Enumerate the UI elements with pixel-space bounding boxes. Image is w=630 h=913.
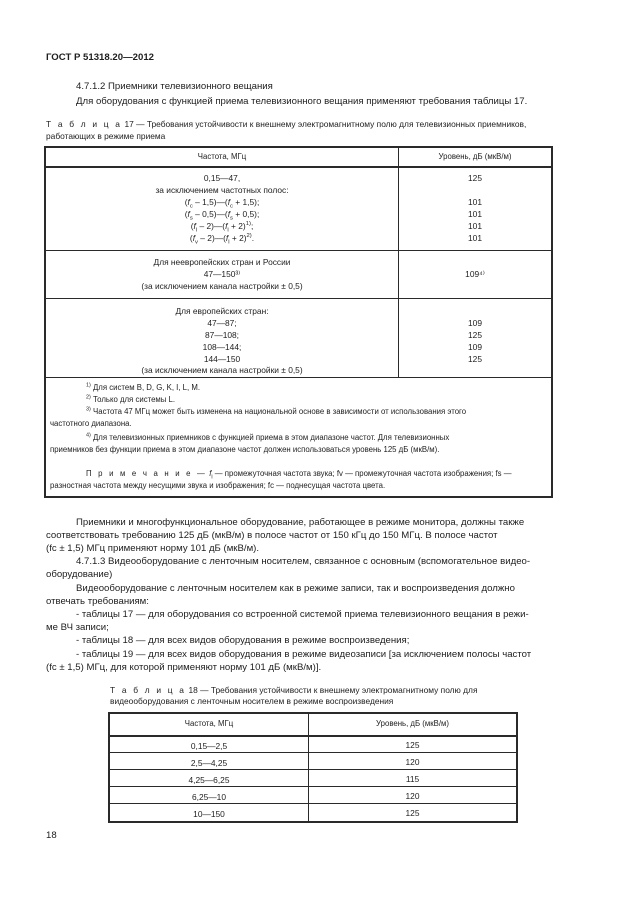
table-18-cell: 10—150 [193,809,225,819]
table-17-cell: 87—108; [205,330,239,340]
page-number: 18 [46,830,57,841]
section-heading-4-7-1-3: 4.7.1.3 Видеооборудование с ленточным носителем, связанное с основным (вспомогательное видео- [76,556,531,567]
table-17-cell: (за исключением канала настройки ± 0,5) [141,365,303,375]
section-heading-4-7-1-2: 4.7.1.2 Приемники телевизионного вещания [76,81,273,92]
table-17-cell: Для неевропейских стран и России [153,257,291,267]
table-17-cell: 47—87; [207,318,237,328]
monitor-paragraph-line: Приемники и многофункциональное оборудование, работающее в режиме монитора, должны также [76,517,525,528]
document-header: ГОСТ Р 51318.20—2012 [46,52,155,63]
requirements-list-item-cont: ме ВЧ записи; [46,622,109,633]
requirements-list-item-cont: (fс ± 1,5) МГц, для которой применяют норму 101 дБ (мкВ/м)]. [46,662,322,673]
table-17-cell: 109 [468,342,482,352]
table-18-header-frequency: Частота, МГц [184,719,234,728]
table-17-header-level: Уровень, дБ (мкВ/м) [438,152,512,161]
table-17-cell: ($f_v$ – $2)—(f_l + 2)^{2)}$. [189,233,255,246]
table-18-cell: 2,5—4,25 [190,758,228,768]
table-17-header-frequency: Частота, МГц [197,152,247,161]
table-17-cell: (за исключением канала настройки ± 0,5) [141,281,303,291]
requirements-list-item: - таблицы 17 — для оборудования со встроенной системой приема телевизионного вещания в режи- [76,609,529,620]
section-heading-4-7-1-3-cont: оборудование) [46,569,113,580]
table-17-note: П р и м е ч а н и е — $f_l$ — промежуточная частота звука; fv — промежуточная частота изображения; fs — [86,469,512,481]
table-18-caption-line-1: Т а б л и ц а 18 — Требования устойчивости к внешнему электромагнитному полю для [110,685,478,695]
table-18-cell: 4,25—6,25 [188,775,230,785]
section-4-7-1-2-text: Для оборудования с функцией приема телевизионного вещания применяют требования таблицы 17. [76,96,528,107]
monitor-paragraph-line: (fс ± 1,5) МГц применяют норму 101 дБ (мкВ/м). [46,543,260,554]
table-17-cell: 101 [468,209,482,219]
table-17-cell: ($f_c$ – $1,5)—(f_c + 1,5)$; [184,197,260,210]
video-paragraph-line: отвечать требованиям: [46,596,149,607]
footnote-1: $^{1)}$ Для систем B, D, G, K, I, L, M. [86,382,201,392]
table-17-cell: за исключением частотных полос: [155,185,289,195]
table-17-cell: 144—150 [203,354,241,364]
video-paragraph-line: Видеооборудование с ленточным носителем как в режиме записи, так и воспроизведения должно [76,583,515,594]
table-17-cell: 109⁴⁾ [465,269,485,279]
requirements-list-item: - таблицы 19 — для всех видов оборудования в режиме видеозаписи [за исключением полосы частот [76,649,532,660]
table-18-header-level: Уровень, дБ (мкВ/м) [376,719,449,728]
table-18-caption-line-2: видеооборудования с ленточным носителем в режиме воспроизведения [110,696,394,706]
table-17-cell: 108—144; [202,342,242,352]
table-18-cell: 115 [405,774,420,784]
table-17-cell: 47—150³⁾ [203,269,241,279]
table-17-cell: 101 [468,233,482,243]
table-17-caption-line-2: работающих в режиме приема [46,131,166,141]
table-17-cell: 109 [468,318,482,328]
table-18-cell: 6,25—10 [192,792,226,802]
footnote-4: $^{4)}$ Для телевизионных приемников с функцией приема в этом диапазоне частот. Для телевизионных [86,432,450,442]
table-17-cell: ($f_l$ – $2)—(f_l + 2)^{1)}$; [190,221,254,234]
table-17-cell: 0,15—47, [203,173,241,183]
table-17-cell: Для европейских стран: [175,306,269,316]
table-17-cell: ($f_s$ – $0,5)—(f_s + 0,5)$; [184,209,260,222]
table-18-cell: 120 [405,757,420,767]
footnote-2: $^{2)}$ Только для системы L. [86,394,176,404]
table-17-note-cont: разностная частота между несущими звука и изображения; fс — поднесущая частота цвета. [50,481,386,490]
monitor-paragraph-line: соответствовать требованию 125 дБ (мкВ/м) в полосе частот от 150 кГц до 150 МГц. В полосе частот [46,530,498,541]
table-18-cell: 0,15—2,5 [190,741,228,751]
requirements-list-item: - таблицы 18 — для всех видов оборудования в режиме воспроизведения; [76,635,410,646]
footnote-3-cont: частотного диапазона. [50,419,132,428]
table-17-caption-line-1: Т а б л и ц а 17 — Требования устойчивости к внешнему электромагнитному полю для телевизионных приемников, [46,119,527,129]
table-18-cell: 125 [405,808,420,818]
footnote-3: $^{3)}$ Частота 47 МГц может быть изменена на национальной основе в зависимости от использования этого [86,406,467,416]
table-18-cell: 120 [405,791,420,801]
footnote-4-cont: приемников без функции приема в этом диапазоне частот должен использоваться уровень 125 дБ (мкВ/м). [50,445,440,454]
table-17-cell: 101 [468,197,482,207]
table-17-cell: 125 [468,354,482,364]
table-17-cell: 125 [468,330,482,340]
table-18-cell: 125 [405,740,420,750]
table-17-cell: 101 [468,221,482,231]
table-17-cell: 125 [468,173,482,183]
